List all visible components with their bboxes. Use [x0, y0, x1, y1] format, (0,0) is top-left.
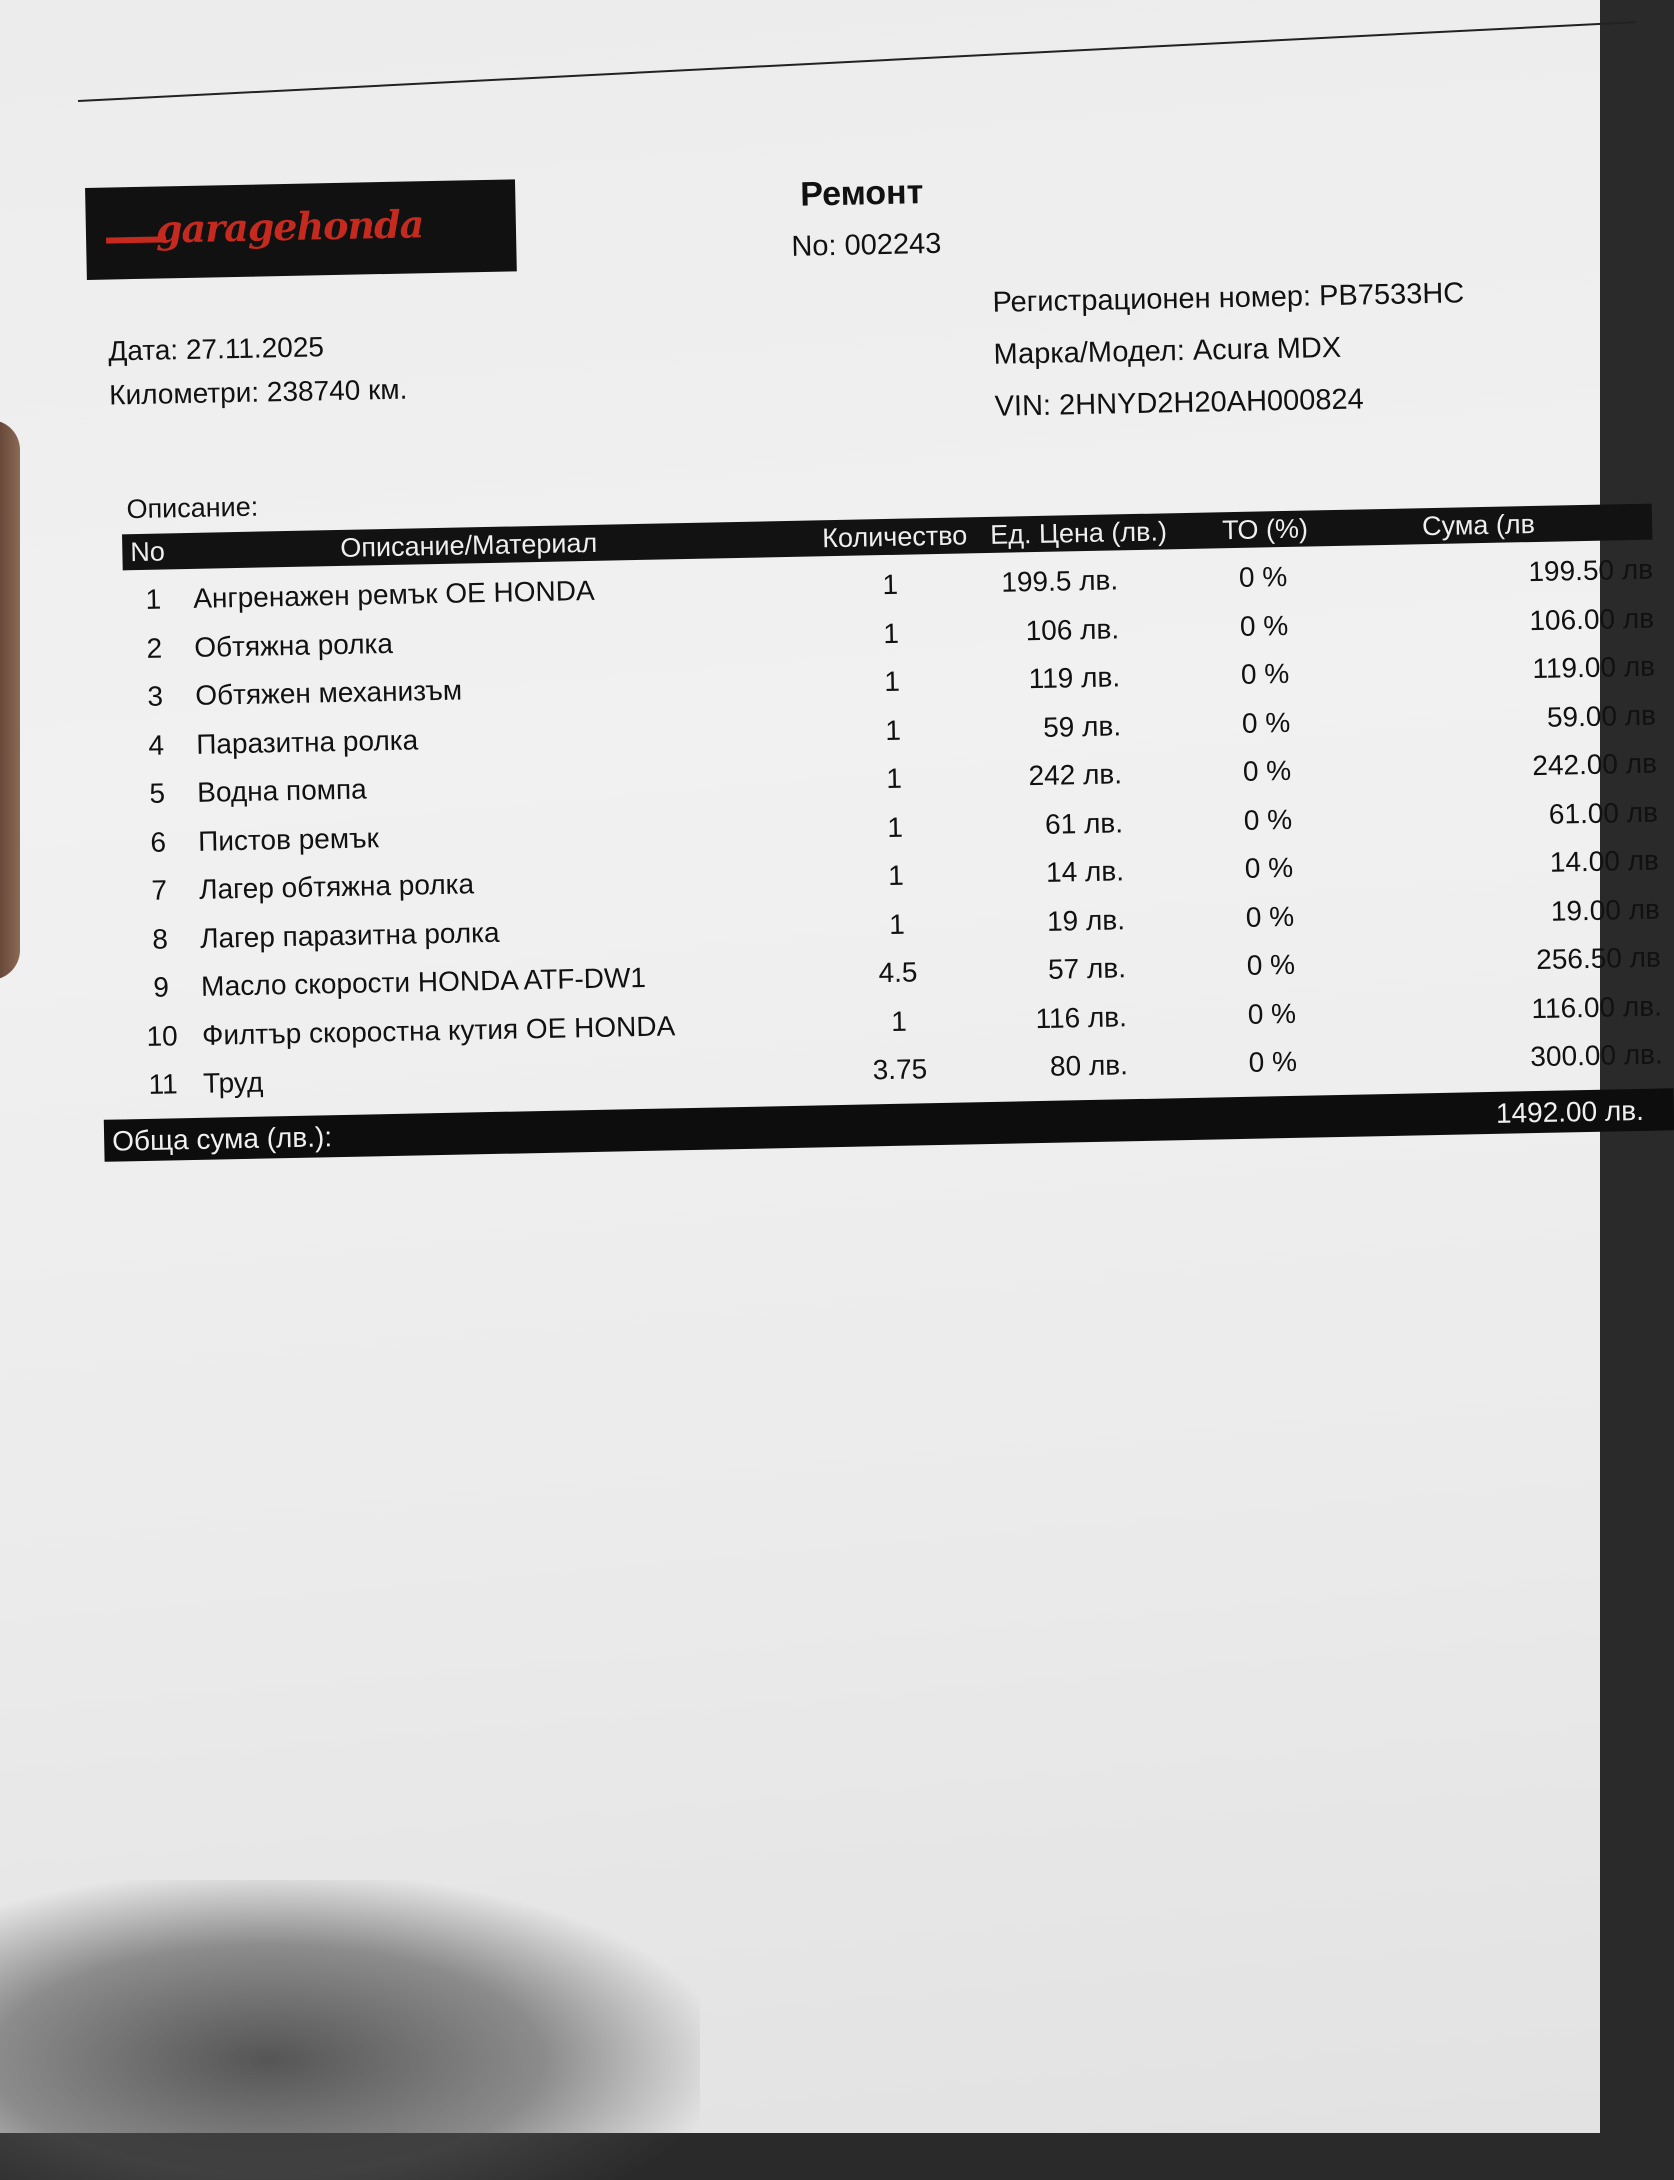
cell-vat: 0 %: [1239, 609, 1289, 642]
cell-no: 3: [147, 680, 164, 712]
cell-description: Ангренажен ремък OE HONDA: [193, 574, 595, 614]
date-field: Дата: 27.11.2025: [108, 331, 325, 367]
cell-unit-price: 242 лв.: [1028, 758, 1123, 792]
cell-quantity: 1: [886, 811, 904, 843]
cell-vat: 0 %: [1244, 851, 1294, 884]
cell-no: 1: [145, 583, 162, 615]
vehicle-info-block: [992, 267, 1467, 432]
cell-quantity: 1: [884, 714, 902, 746]
registration-field: Регистрационен номер: PB7533HC: [992, 277, 1465, 319]
cell-unit-price: 80 лв.: [1049, 1049, 1129, 1082]
cell-unit-price: 199.5 лв.: [1001, 564, 1119, 598]
cell-vat: 0 %: [1243, 803, 1293, 836]
cell-unit-price: 119 лв.: [1028, 661, 1121, 695]
cell-quantity: 1: [888, 908, 906, 940]
cell-quantity: 1: [887, 859, 905, 892]
cell-sum: 19.00 лв: [1550, 893, 1661, 927]
cell-sum: 242.00 лв: [1531, 747, 1658, 782]
cell-no: 4: [148, 729, 165, 761]
cell-no: 11: [148, 1068, 178, 1100]
cell-sum: 300.00 лв.: [1530, 1038, 1664, 1073]
cell-vat: 0 %: [1241, 706, 1291, 739]
company-logo: [85, 179, 517, 280]
cell-sum: 106.00 лв: [1529, 602, 1655, 636]
cell-no: 9: [153, 971, 170, 1003]
header-no: No: [130, 536, 166, 568]
cell-description: Паразитна ролка: [195, 723, 419, 760]
cell-sum: 116.00 лв.: [1531, 990, 1663, 1024]
cell-no: 8: [152, 922, 169, 955]
total-label: Обща сума (лв.):: [111, 1121, 333, 1157]
cell-sum: 119.00 лв: [1532, 650, 1656, 685]
model-field: Марка/Модел: Acura MDX: [993, 331, 1342, 371]
cell-quantity: 1: [883, 617, 900, 649]
header-sum: Сума (лв: [1421, 508, 1536, 542]
logo-text: garagehonda: [155, 201, 424, 252]
cell-no: 7: [151, 874, 168, 906]
cell-unit-price: 59 лв.: [1042, 709, 1122, 743]
vin-field: VIN: 2HNYD2H20AH000824: [994, 383, 1365, 423]
cell-sum: 256.50 лв: [1535, 941, 1662, 976]
cell-description: Лагер обтяжна ролка: [198, 868, 475, 905]
cell-quantity: 1: [884, 665, 901, 698]
cell-description: Масло скорости HONDA ATF-DW1: [200, 961, 647, 1002]
hand-shadow: [0, 1880, 700, 2180]
cell-no: 5: [149, 777, 166, 809]
cell-description: Обтяжна ролка: [193, 627, 394, 663]
cell-vat: 0 %: [1242, 754, 1292, 787]
header-description: Описание/Материал: [340, 527, 598, 563]
cell-description: Пистов ремък: [197, 821, 380, 857]
cell-description: Труд: [202, 1066, 264, 1099]
document-number: No: 002243: [791, 227, 942, 263]
cell-description: Водна помпа: [196, 773, 368, 808]
cell-vat: 0 %: [1240, 657, 1290, 690]
cell-quantity: 1: [882, 568, 899, 601]
cell-unit-price: 116 лв.: [1035, 1000, 1128, 1034]
cell-no: 10: [146, 1019, 178, 1052]
thumb-edge: [0, 420, 20, 980]
cell-description: Лагер паразитна ролка: [199, 916, 500, 954]
cell-vat: 0 %: [1245, 900, 1295, 933]
cell-vat: 0 %: [1246, 948, 1296, 981]
header-vat: ТО (%): [1221, 513, 1309, 546]
cell-quantity: 4.5: [878, 956, 918, 989]
km-field: Километри: 238740 км.: [108, 373, 408, 411]
cell-quantity: 1: [890, 1005, 908, 1037]
cell-quantity: 1: [885, 762, 903, 795]
cell-unit-price: 61 лв.: [1044, 806, 1124, 840]
total-value: 1492.00 лв.: [1495, 1094, 1645, 1129]
cell-sum: 59.00 лв: [1546, 699, 1657, 733]
cell-unit-price: 19 лв.: [1046, 903, 1126, 937]
cell-vat: 0 %: [1238, 560, 1288, 593]
header-quantity: Количество: [821, 520, 968, 554]
cell-sum: 199.50 лв: [1528, 553, 1654, 588]
cell-unit-price: 14 лв.: [1045, 855, 1125, 888]
left-info-block: [108, 324, 408, 418]
cell-sum: 61.00 лв: [1548, 796, 1659, 830]
document-title: Ремонт: [799, 173, 924, 214]
cell-description: Филтър скоростна кутия OE HONDA: [201, 1009, 676, 1051]
cell-description: Обтяжен механизъм: [194, 674, 463, 711]
cell-vat: 0 %: [1248, 1045, 1298, 1078]
header-unit-price: Ед. Цена (лв.): [989, 516, 1168, 550]
cell-no: 6: [150, 826, 167, 858]
cell-unit-price: 57 лв.: [1047, 952, 1127, 985]
cell-vat: 0 %: [1247, 997, 1297, 1030]
cell-quantity: 3.75: [872, 1053, 928, 1086]
description-caption: Описание:: [126, 491, 259, 525]
cell-unit-price: 106 лв.: [1025, 612, 1120, 646]
table-body: [123, 546, 1663, 1110]
cell-sum: 14.00 лв: [1549, 844, 1660, 878]
cell-no: 2: [146, 632, 163, 664]
